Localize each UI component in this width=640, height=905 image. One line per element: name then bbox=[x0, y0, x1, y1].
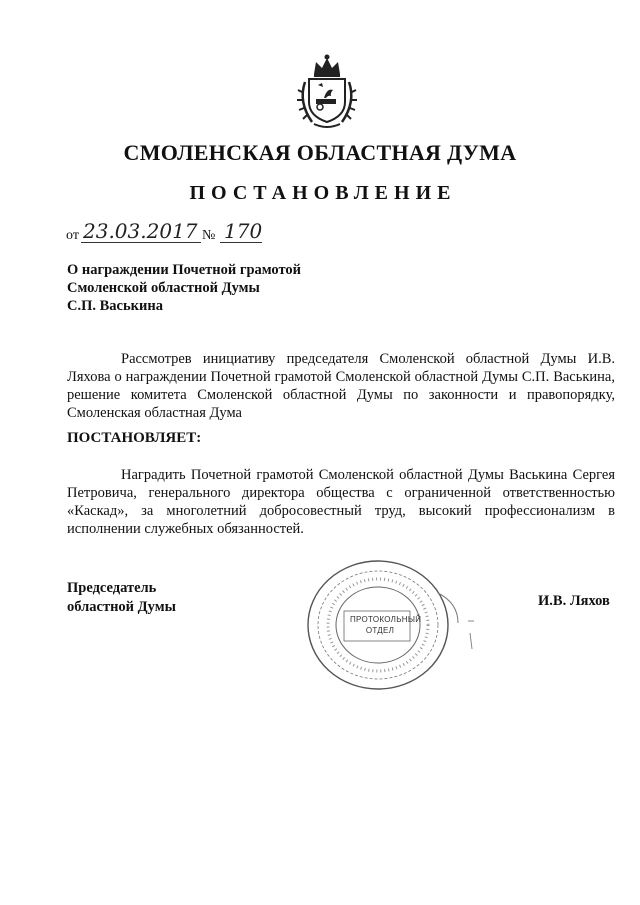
subject-line: О награждении Почетной грамотой bbox=[67, 262, 302, 278]
signatory-title-line: областной Думы bbox=[67, 599, 176, 615]
number-underline bbox=[220, 242, 262, 243]
subject-line: Смоленской областной Думы bbox=[67, 280, 260, 296]
resolution-paragraph: Наградить Почетной грамотой Смоленской областной Думы Васькина Сергея Петровича, генерального директора общества с ограниченной ответственностью «Каскад», за многолетний добросовестный труд, высокий профессионализм в исполнении служебных обязанностей. bbox=[67, 467, 615, 537]
handwritten-number: 170 bbox=[224, 219, 263, 243]
date-underline bbox=[81, 242, 201, 243]
document-subject bbox=[67, 261, 301, 315]
handwritten-date: 23.03.2017 bbox=[83, 219, 198, 243]
signatory-title bbox=[67, 579, 176, 617]
subject-line: С.П. Васькина bbox=[67, 298, 163, 314]
signatory-name: И.В. Ляхов bbox=[538, 593, 610, 609]
number-prefix: № bbox=[202, 228, 216, 243]
stamp-label-line: ОТДЕЛ bbox=[365, 626, 395, 635]
stamp-label bbox=[350, 614, 422, 636]
signatory-title-line: Председатель bbox=[67, 580, 157, 596]
date-prefix: от bbox=[66, 228, 79, 243]
smolensk-coat-of-arms-icon bbox=[296, 52, 358, 130]
organization-title: СМОЛЕНСКАЯ ОБЛАСТНАЯ ДУМА bbox=[123, 140, 517, 165]
stamp-label-line: ПРОТОКОЛЬНЫЙ bbox=[350, 615, 422, 624]
preamble-paragraph: Рассмотрев инициативу председателя Смоленской областной Думы И.В. Ляхова о награждении Почетной грамотой Смоленской областной Думы С.П. Васькина, решение комитета Смоленской областной Думы по законности и правопорядку, Смоленская областная Дума bbox=[67, 351, 615, 421]
decree-heading: ПОСТАНОВЛЯЕТ: bbox=[67, 430, 202, 446]
document-type-title: ПОСТАНОВЛЕНИЕ bbox=[189, 182, 457, 204]
